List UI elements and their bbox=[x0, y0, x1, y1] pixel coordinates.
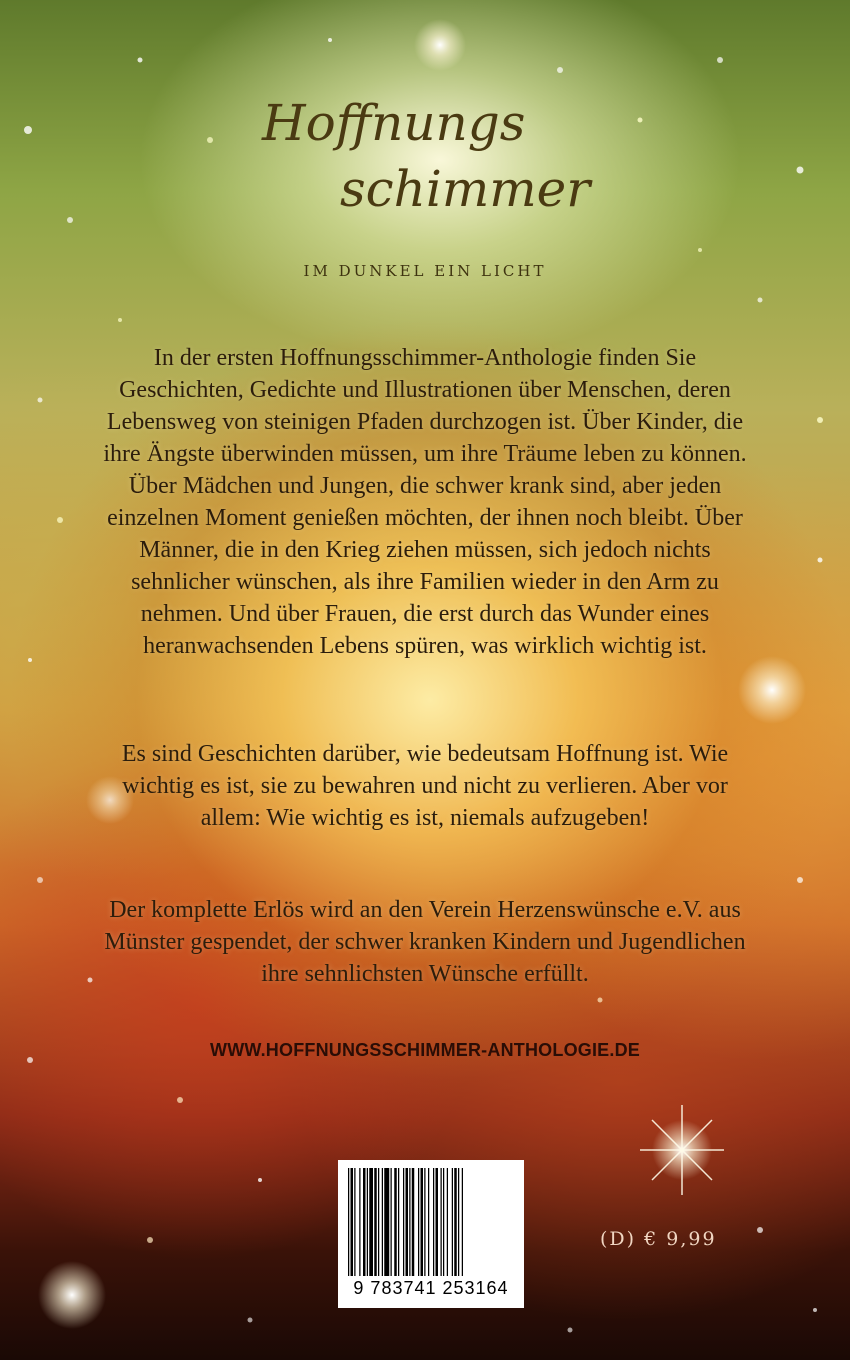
barcode-bars bbox=[346, 1168, 516, 1276]
isbn-number: 9 783741 253164 bbox=[353, 1278, 509, 1298]
book-subtitle: IM DUNKEL EIN LICHT bbox=[303, 262, 547, 280]
title-line-1: Hoffnungs bbox=[262, 94, 526, 152]
isbn-barcode bbox=[338, 1160, 524, 1308]
book-title bbox=[0, 88, 850, 228]
price-label: (D) € 9,99 bbox=[600, 1228, 717, 1250]
blurb-paragraph-3: Der komplette Erlös wird an den Verein Herzenswünsche e.V. aus Münster gespendet, der schwer kranken Kindern und Jugendlichen ihre sehnlichsten Wünsche erfüllt. bbox=[104, 897, 746, 987]
title-line-2: schimmer bbox=[340, 160, 591, 218]
blurb-paragraph-1: In der ersten Hoffnungsschimmer-Anthologie finden Sie Geschichten, Gedichte und Illustrationen über Menschen, deren Lebensweg von steinigen Pfaden durchzogen ist. Über Kinder, die ihre Ängste überwinden müssen, um ihre Träume leben zu können. Über Mädchen und Jungen, die schwer krank sind, aber jeden einzelnen Moment genießen möchten, der ihnen noch bleibt. Über Männer, die in den Krieg ziehen müssen, sich jedoch nichts sehnlicher wünschen, als ihre Familien wieder in den Arm zu nehmen. Und über Frauen, die erst durch das Wunder eines heranwachsenden Lebens spüren, was wirklich wichtig ist. bbox=[103, 345, 747, 659]
website-link[interactable]: WWW.HOFFNUNGSSCHIMMER-ANTHOLOGIE.DE bbox=[210, 1040, 640, 1060]
blurb-paragraph-2: Es sind Geschichten darüber, wie bedeutsam Hoffnung ist. Wie wichtig es ist, sie zu bewahren und nicht zu verlieren. Aber vor allem: Wie wichtig es ist, niemals aufzugeben! bbox=[121, 741, 729, 831]
